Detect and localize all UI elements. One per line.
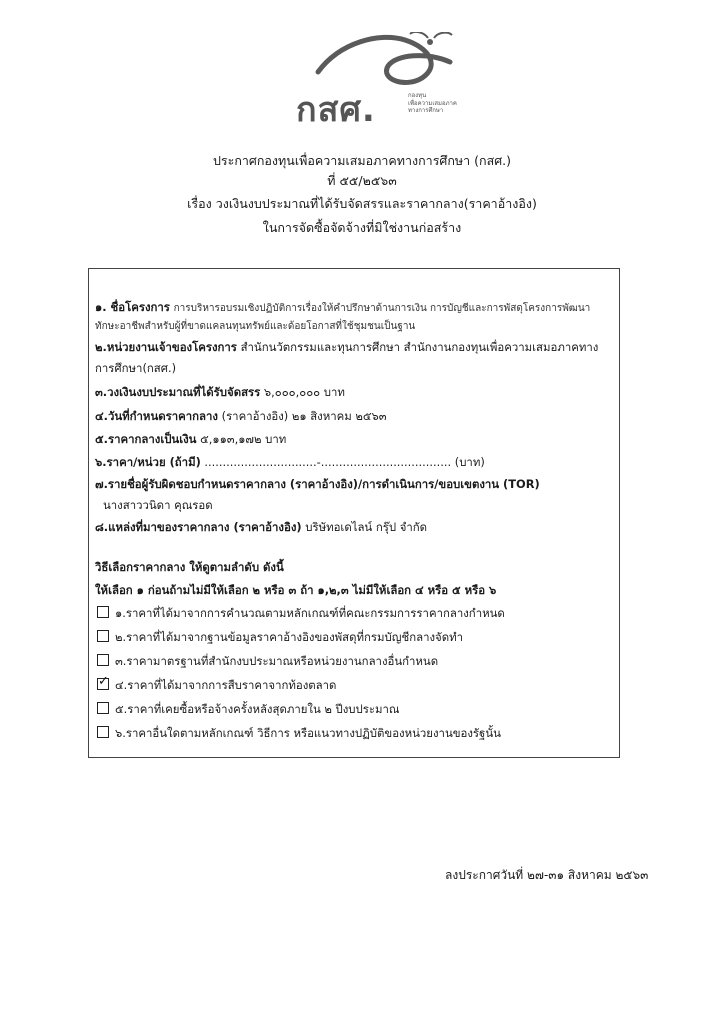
announcement-date: ลงประกาศวันที่ ๒๗-๓๑ สิงหาคม ๒๕๖๓ <box>445 868 649 882</box>
logo <box>290 28 470 130</box>
announcement-title: ประกาศกองทุนเพื่อความเสมอภาคทางการศึกษา (กสศ.) <box>212 153 512 168</box>
option-2-checkbox[interactable] <box>97 630 109 642</box>
detail-box <box>88 268 620 758</box>
date-row: ๔.วันที่กำหนดราคากลาง (ราคาอ้างอิง) ๒๑ สิงหาคม ๒๕๖๓ <box>95 409 387 423</box>
owner-row-cont: การศึกษา(กสศ.) <box>95 361 177 375</box>
method-option-1: ๑.ราคาที่ได้มาจากการคำนวณตามหลักเกณฑ์ที่คณะกรรมการราคากลางกำหนด <box>97 605 505 623</box>
source-row: ๘.แหล่งที่มาของราคากลาง (ราคาอ้างอิง) บริษัทอเดไลน์ กรุ๊ป จำกัด <box>95 520 428 534</box>
method-title: วิธีเลือกราคากลาง ให้ดูตามลำดับ ดังนี้ <box>95 560 284 574</box>
option-3-checkbox[interactable] <box>97 654 109 666</box>
method-option-6: ๖.ราคาอื่นใดตามหลักเกณฑ์ วิธีการ หรือแนวทางปฏิบัติของหน่วยงานของรัฐนั้น <box>97 725 501 743</box>
option-4-checkbox[interactable] <box>97 678 109 690</box>
announcement-number: ที่ ๕๕/๒๕๖๓ <box>327 173 397 188</box>
project-row: ๑. ชื่อโครงการ การบริหารอบรมเชิงปฏิบัติการเรื่องให้คำปรึกษาด้านการเงิน การบัญชีและการพัสดุโครงการพัฒนา <box>95 300 591 314</box>
method-option-2: ๒.ราคาที่ได้มาจากฐานข้อมูลราคาอ้างอิงของพัสดุที่กรมบัญชีกลางจัดทำ <box>97 629 463 647</box>
project-row-cont: ทักษะอาชีพสำหรับผู้ที่ขาดแคลนทุนทรัพย์และด้อยโอกาสที่ใช้ชุมชนเป็นฐาน <box>95 321 416 332</box>
responsible-row: ๗.รายชื่อผู้รับผิดชอบกำหนดราคากลาง (ราคาอ้างอิง)/การดำเนินการ/ขอบเขตงาน (TOR) <box>95 477 540 491</box>
responsible-name: นางสาววนิดา คุณรอด <box>103 498 213 512</box>
method-option-5: ๕.ราคาที่เคยซื้อหรือจ้างครั้งหลังสุดภายใน ๒ ปีงบประมาณ <box>97 701 399 719</box>
unit-price-row: ๖.ราคา/หน่วย (ถ้ามี) ...............................-.................................... (บาท) <box>95 455 485 469</box>
logo-subtitle: กองทุน เพื่อความเสมอภาค ทางการศึกษา <box>408 92 457 114</box>
logo-text: กสศ. <box>296 90 376 130</box>
budget-row: ๓.วงเงินงบประมาณที่ได้รับจัดสรร ๖,๐๐๐,๐๐๐ บาท <box>95 385 345 399</box>
option-1-checkbox[interactable] <box>97 606 109 618</box>
announcement-subject-line2: ในการจัดซื้อจัดจ้างที่มิใช่งานก่อสร้าง <box>262 220 462 235</box>
method-rule: ให้เลือก ๑ ก่อนถ้ามไม่มีให้เลือก ๒ หรือ ๓ ถ้า ๑,๒,๓ ไม่มีให้เลือก ๔ หรือ ๕ หรือ ๖ <box>95 583 497 597</box>
method-option-3: ๓.ราคามาตรฐานที่สำนักงบประมาณหรือหน่วยงานกลางอื่นกำหนด <box>97 653 438 671</box>
price-row: ๕.ราคากลางเป็นเงิน ๕,๑๑๓,๑๗๒ บาท <box>95 432 287 446</box>
method-option-4: ✓๔.ราคาที่ได้มาจากการสืบราคาจากท้องตลาด <box>97 677 336 695</box>
option-5-checkbox[interactable] <box>97 702 109 714</box>
option-6-checkbox[interactable] <box>97 726 109 738</box>
owner-row: ๒.หน่วยงานเจ้าของโครงการ สำนักนวัตกรรมและทุนการศึกษา สำนักงานกองทุนเพื่อความเสมอภาคทาง <box>95 340 599 354</box>
announcement-subject: เรื่อง วงเงินงบประมาณที่ได้รับจัดสรรและราคากลาง(ราคาอ้างอิง) <box>187 196 537 211</box>
